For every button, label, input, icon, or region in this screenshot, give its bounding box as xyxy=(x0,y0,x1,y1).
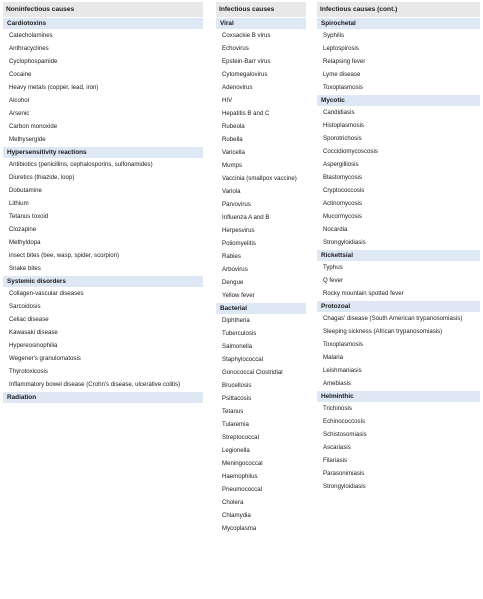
cause-item: insect bites (bee, wasp, spider, scorpion) xyxy=(9,251,120,259)
cause-item: Snake bites xyxy=(9,264,41,272)
cause-item: Legionella xyxy=(222,446,250,454)
cause-item: Alcohol xyxy=(9,96,29,104)
cause-item: Staphylococcal xyxy=(222,355,263,363)
cause-item: Rubeola xyxy=(222,122,245,130)
cause-item: Psittacosis xyxy=(222,394,252,402)
cause-item: Hypereosinophilia xyxy=(9,341,58,349)
cause-item: Herpesvirus xyxy=(222,226,255,234)
cause-item: Syphilis xyxy=(323,31,344,39)
cause-item: Echinococcosis xyxy=(323,417,365,425)
cause-item: Blastomycosis xyxy=(323,173,362,181)
column-header: Noninfectious causes xyxy=(3,2,203,17)
cause-item: Malaria xyxy=(323,353,343,361)
cause-item: Trichinosis xyxy=(323,404,352,412)
section-list xyxy=(3,18,203,403)
cause-item: Anthracyclines xyxy=(9,44,49,52)
cause-item: Diphtheria xyxy=(222,316,250,324)
cause-item: Ascariasis xyxy=(323,443,351,451)
cause-item: Sporotrichosis xyxy=(323,134,362,142)
cause-item: Celiac disease xyxy=(9,315,49,323)
cause-item: Brucellosis xyxy=(222,381,252,389)
cause-item: Toxoplasmosis xyxy=(323,83,363,91)
cause-item: Arbovirus xyxy=(222,265,248,273)
cause-item: Methysergide xyxy=(9,135,46,143)
cause-item: Yellow fever xyxy=(222,291,255,299)
cause-item: Q fever xyxy=(323,276,343,284)
cause-item: Lithium xyxy=(9,199,29,207)
cause-item: Gonococcal Clostridial xyxy=(222,368,283,376)
cause-item: Mucormycosis xyxy=(323,212,362,220)
cause-item: Toxoplasmosis xyxy=(323,340,363,348)
section-heading: Spirochetal xyxy=(317,18,480,29)
cause-item: Tularemia xyxy=(222,420,249,428)
cause-item: Nocardia xyxy=(323,225,348,233)
section-heading: Helminthic xyxy=(317,391,480,402)
cause-item: Methyldopa xyxy=(9,238,41,246)
cause-item: Wegener's granulomatosis xyxy=(9,354,81,362)
cause-item: Leptospirosis xyxy=(323,44,359,52)
section-heading: Radiation xyxy=(3,392,203,403)
cause-item: Tetanus toxoid xyxy=(9,212,49,220)
cause-item: Amebiasis xyxy=(323,379,352,387)
cause-item: Chlamydia xyxy=(222,511,251,519)
cause-item: Cocaine xyxy=(9,70,32,78)
cause-item: Streptococcal xyxy=(222,433,259,441)
cause-item: Arsenic xyxy=(9,109,30,117)
cause-item: Relapsing fever xyxy=(323,57,366,65)
cause-item: Collagen-vascular diseases xyxy=(9,289,84,297)
cause-item: Strongyloidiasis xyxy=(323,482,366,490)
cause-item: Coccidiomycoscosis xyxy=(323,147,378,155)
cause-item: Histoplasmosis xyxy=(323,121,364,129)
cause-item: Haemophilus xyxy=(222,472,258,480)
cause-item: Catecholamines xyxy=(9,31,53,39)
cause-item: Poliomyelitis xyxy=(222,239,256,247)
cause-item: Echovirus xyxy=(222,44,249,52)
section-heading: Mycotic xyxy=(317,95,480,106)
cause-item: Aspergilliosis xyxy=(323,160,359,168)
section-list xyxy=(317,18,480,493)
cause-item: Cholera xyxy=(222,498,244,506)
cause-item: Clozapine xyxy=(9,225,37,233)
cause-item: Strongyloidiasis xyxy=(323,238,366,246)
cause-item: HIV xyxy=(222,96,233,104)
section-heading: Bacterial xyxy=(216,303,306,314)
section-heading: Cardiotoxins xyxy=(3,18,203,29)
cause-item: Varicella xyxy=(222,148,245,156)
cause-item: Diuretics (thiazide, loop) xyxy=(9,173,75,181)
cause-item: Meningococcal xyxy=(222,459,263,467)
cause-item: Vaccinia (smallpox vaccine) xyxy=(222,174,297,182)
cause-item: Dengue xyxy=(222,278,244,286)
cause-item: Candidiasis xyxy=(323,108,355,116)
cause-item: Epstein-Barr virus xyxy=(222,57,271,65)
cause-item: Cryptococcosis xyxy=(323,186,365,194)
cause-item: Tetanus xyxy=(222,407,244,415)
cause-item: Antibiotics (penicillins, cephalosporins, sulfonamides) xyxy=(9,160,153,168)
noninfectious-column xyxy=(3,0,203,403)
cause-item: Lyme disease xyxy=(323,70,361,78)
section-heading: Viral xyxy=(216,18,306,29)
cause-item: Parvovirus xyxy=(222,200,251,208)
cause-item: Parasonimiasis xyxy=(323,469,365,477)
cause-item: Rocky mountain spotted fever xyxy=(323,289,404,297)
cause-item: Adenovirus xyxy=(222,83,253,91)
cause-item: Leishmaniasis xyxy=(323,366,362,374)
cause-item: Sleeping sickness (African trypanosomiasis) xyxy=(323,327,443,335)
cause-item: Dobutamine xyxy=(9,186,42,194)
cause-item: Chagas' disease (South American trypanosomiasis) xyxy=(323,314,463,322)
section-heading: Systemic disorders xyxy=(3,276,203,287)
cause-item: Variola xyxy=(222,187,241,195)
cause-item: Typhus xyxy=(323,263,343,271)
infectious-column xyxy=(216,0,306,535)
cause-item: Kawasaki disease xyxy=(9,328,58,336)
cause-item: Pneumococcal xyxy=(222,485,262,493)
cause-item: Sarcoidosis xyxy=(9,302,41,310)
cause-item: Mycoplasma xyxy=(222,524,257,532)
cause-item: Heavy metals (copper, lead, iron) xyxy=(9,83,99,91)
cause-item: Inflammatory bowel disease (Crohn's disease, ulcerative colitis) xyxy=(9,380,181,388)
cause-item: Schistosomiasis xyxy=(323,430,367,438)
cause-item: Tuberculosis xyxy=(222,329,257,337)
infectious-cont-column xyxy=(317,0,480,493)
cause-item: Carbon monoxide xyxy=(9,122,58,130)
section-heading: Hypersensitivity reactions xyxy=(3,147,203,158)
section-heading: Protozoal xyxy=(317,301,480,312)
cause-item: Coxsackie B virus xyxy=(222,31,271,39)
column-header: Infectious causes (cont.) xyxy=(317,2,480,17)
cause-item: Cyclophospamide xyxy=(9,57,58,65)
cause-item: Salmonella xyxy=(222,342,253,350)
column-header: Infectious causes xyxy=(216,2,306,17)
cause-item: Filariasis xyxy=(323,456,348,464)
cause-item: Rabies xyxy=(222,252,241,260)
cause-item: Mumps xyxy=(222,161,242,169)
section-list xyxy=(216,18,306,535)
cause-item: Actinomycosis xyxy=(323,199,362,207)
cause-item: Cytomegalovirus xyxy=(222,70,268,78)
cause-item: Influenza A and B xyxy=(222,213,270,221)
section-heading: Rickettsial xyxy=(317,250,480,261)
cause-item: Rubella xyxy=(222,135,243,143)
cause-item: Thyrotoxicosis xyxy=(9,367,48,375)
cause-item: Hepatitis B and C xyxy=(222,109,270,117)
